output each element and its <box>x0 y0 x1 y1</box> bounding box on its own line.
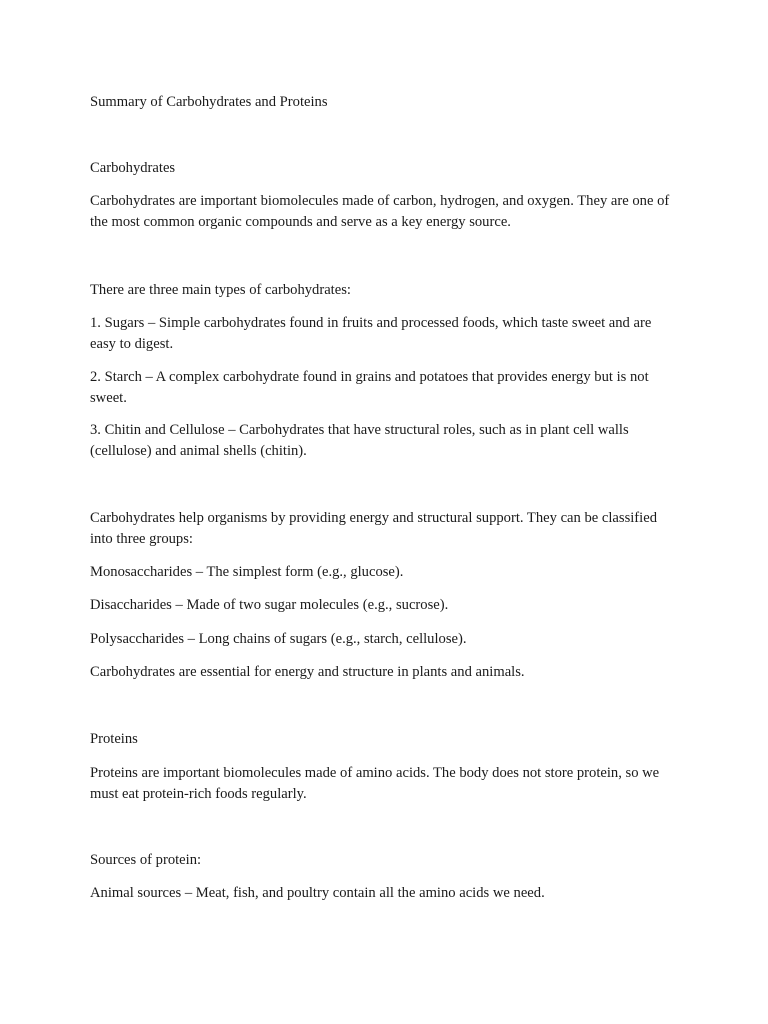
carbohydrates-heading: Carbohydrates <box>90 160 176 176</box>
carbohydrates-intro: Carbohydrates are important biomolecules made of carbon, hydrogen, and oxygen. They are one of the most common organic compounds and serve as a key energy source. <box>90 193 670 230</box>
carbohydrate-types-intro: There are three main types of carbohydrates: <box>90 282 351 298</box>
carbohydrate-type-chitin-cellulose: 3. Chitin and Cellulose – Carbohydrates that have structural roles, such as in plant cell walls (cellulose) and animal shells (chitin). <box>90 422 629 459</box>
proteins-heading: Proteins <box>90 731 138 747</box>
document-title: Summary of Carbohydrates and Proteins <box>90 94 328 110</box>
carbohydrate-group-monosaccharides: Monosaccharides – The simplest form (e.g., glucose). <box>90 564 404 580</box>
proteins-intro: Proteins are important biomolecules made of amino acids. The body does not store protein, so we must eat protein-rich foods regularly. <box>90 765 660 802</box>
carbohydrate-group-polysaccharides: Polysaccharides – Long chains of sugars (e.g., starch, cellulose). <box>90 631 467 647</box>
carbohydrate-group-disaccharides: Disaccharides – Made of two sugar molecules (e.g., sucrose). <box>90 597 449 613</box>
carbohydrate-groups-intro: Carbohydrates help organisms by providing energy and structural support. They can be classified into three groups: <box>90 510 657 547</box>
carbohydrates-conclusion: Carbohydrates are essential for energy and structure in plants and animals. <box>90 664 525 680</box>
carbohydrate-type-starch: 2. Starch – A complex carbohydrate found in grains and potatoes that provides energy but is not sweet. <box>90 369 649 406</box>
protein-source-animal: Animal sources – Meat, fish, and poultry contain all the amino acids we need. <box>90 885 545 901</box>
carbohydrate-type-sugars: 1. Sugars – Simple carbohydrates found in fruits and processed foods, which taste sweet and are easy to digest. <box>90 315 652 352</box>
protein-sources-intro: Sources of protein: <box>90 852 202 868</box>
